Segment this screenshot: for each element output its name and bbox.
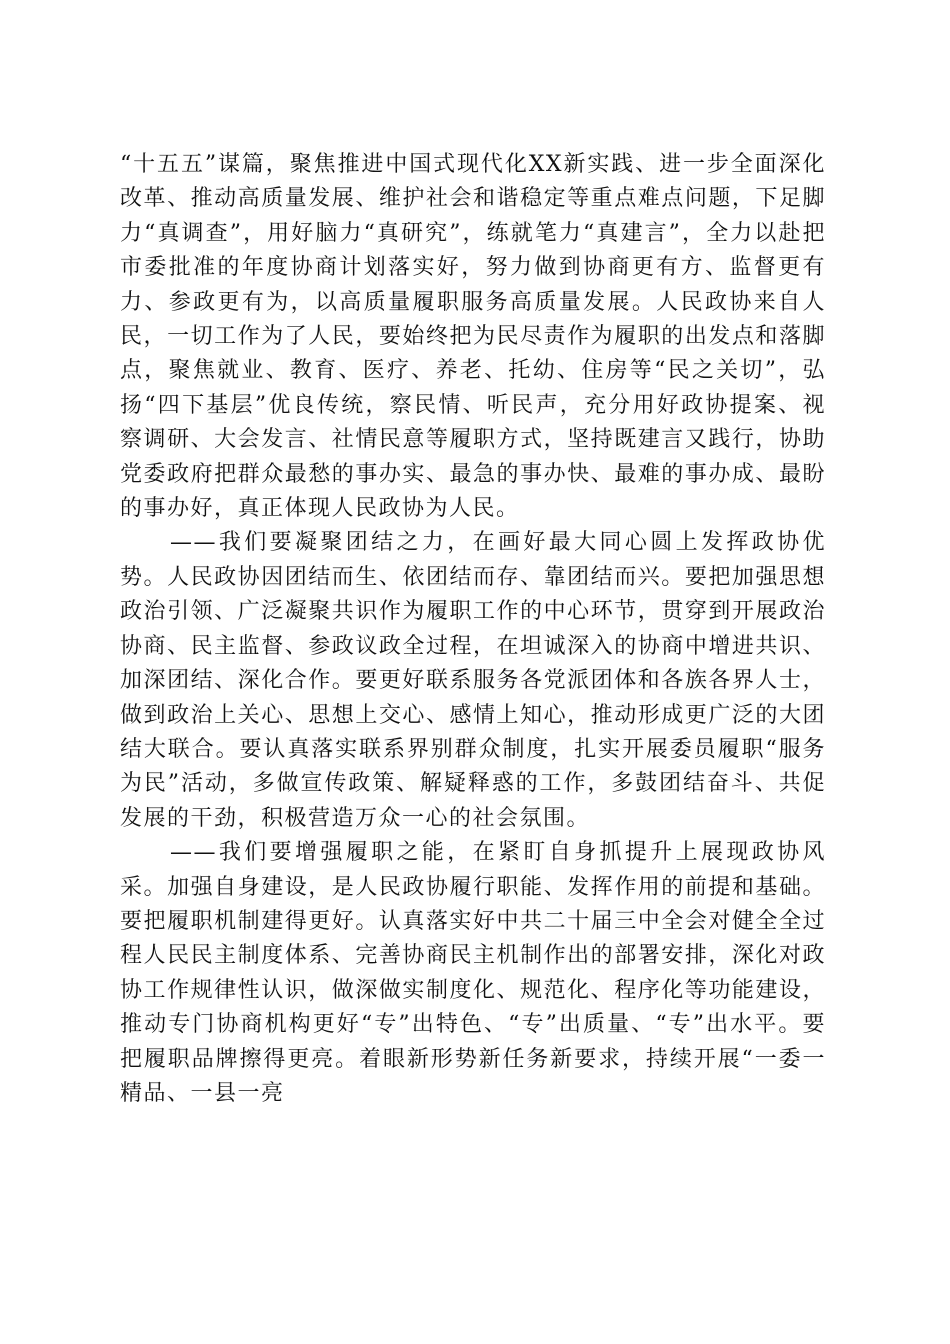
paragraph-3: ——我们要增强履职之能，在紧盯自身抓提升上展现政协风采。加强自身建设，是人民政协履行职能、发挥作用的前提和基础。要把履职机制建得更好。认真落实好中共二十届三中全会对健全全过程人民民主制度体系、完善协商民主机制作出的部署安排，深化对政协工作规律性认识，做深做实制度化、规范化、程序化等功能建设，推动专门协商机构更好“专”出特色、“专”出质量、“专”出水平。要把履职品牌擦得更亮。着眼新形势新任务新要求，持续开展“一委一精品、一县一亮	[120, 840, 827, 1106]
paragraph-1: “十五五”谋篇，聚焦推进中国式现代化XX新实践、进一步全面深化改革、推动高质量发展、维护社会和谐稳定等重点难点问题，下足脚力“真调查”，用好脑力“真研究”，练就笔力“真建言”，全力以赴把市委批准的年度协商计划落实好，努力做到协商更有方、监督更有力、参政更有为，以高质量履职服务高质量发展。人民政协来自人民，一切工作为了人民，要始终把为民尽责作为履职的出发点和落脚点，聚焦就业、教育、医疗、养老、托幼、住房等“民之关切”，弘扬“四下基层”优良传统，察民情、听民声，充分用好政协提案、视察调研、大会发言、社情民意等履职方式，坚持既建言又践行，协助党委政府把群众最愁的事办实、最急的事办快、最难的事办成、最盼的事办好，真正体现人民政协为人民。	[120, 152, 827, 522]
document-body	[120, 148, 826, 1111]
paragraph-2: ——我们要凝聚团结之力，在画好最大同心圆上发挥政协优势。人民政协因团结而生、依团结而存、靠团结而兴。要把加强思想政治引领、广泛凝聚共识作为履职工作的中心环节，贯穿到开展政治协商、民主监督、参政议政全过程，在坦诚深入的协商中增进共识、加深团结、深化合作。要更好联系服务各党派团体和各族各界人士，做到政治上关心、思想上交心、感情上知心，推动形成更广泛的大团结大联合。要认真落实联系界别群众制度，扎实开展委员履职“服务为民”活动，多做宣传政策、解疑释惑的工作，多鼓团结奋斗、共促发展的干劲，积极营造万众一心的社会氛围。	[120, 530, 826, 831]
